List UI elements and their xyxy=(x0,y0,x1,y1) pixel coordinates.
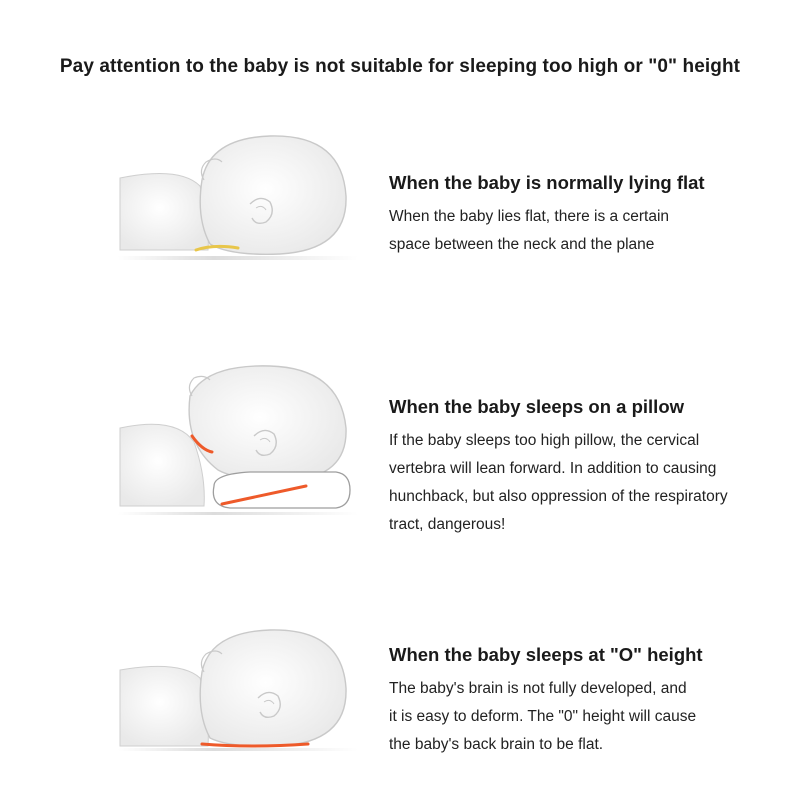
baby-pillow-illustration xyxy=(110,356,370,516)
baby-head xyxy=(200,136,346,254)
page-title: Pay attention to the baby is not suitable for sleeping too high or "0" height xyxy=(59,56,741,77)
section-heading: When the baby is normally lying flat xyxy=(389,172,705,193)
sleep-surface xyxy=(118,256,358,260)
section-heading: When the baby sleeps on a pillow xyxy=(389,396,685,417)
baby-head xyxy=(189,366,346,480)
section-text-line: tract, dangerous! xyxy=(389,516,506,533)
section-pillow xyxy=(389,396,789,539)
section-text-line: If the baby sleeps too high pillow, the cervical xyxy=(389,432,700,449)
section-heading: When the baby sleeps at "O" height xyxy=(389,644,703,665)
baby-body xyxy=(120,174,208,251)
baby-body xyxy=(120,666,208,746)
sleep-surface xyxy=(118,512,358,515)
section-normal xyxy=(389,172,789,259)
section-text-line: The baby's brain is not fully developed, and xyxy=(389,680,687,697)
section-text-line: it is easy to deform. The "0" height will cause xyxy=(389,708,697,725)
baby-zero-height-illustration xyxy=(110,622,370,782)
baby-head xyxy=(200,630,346,746)
sleep-surface xyxy=(118,748,358,751)
section-text-line: space between the neck and the plane xyxy=(389,236,655,253)
section-text-line: When the baby lies flat, there is a certain xyxy=(389,208,670,225)
baby-flat-illustration xyxy=(110,118,370,278)
section-text-line: the baby's back brain to be flat. xyxy=(389,736,604,753)
section-zero-height xyxy=(389,644,789,759)
section-text-line: vertebra will lean forward. In addition to causing xyxy=(389,460,717,477)
section-text-line: hunchback, but also oppression of the respiratory xyxy=(389,488,728,505)
